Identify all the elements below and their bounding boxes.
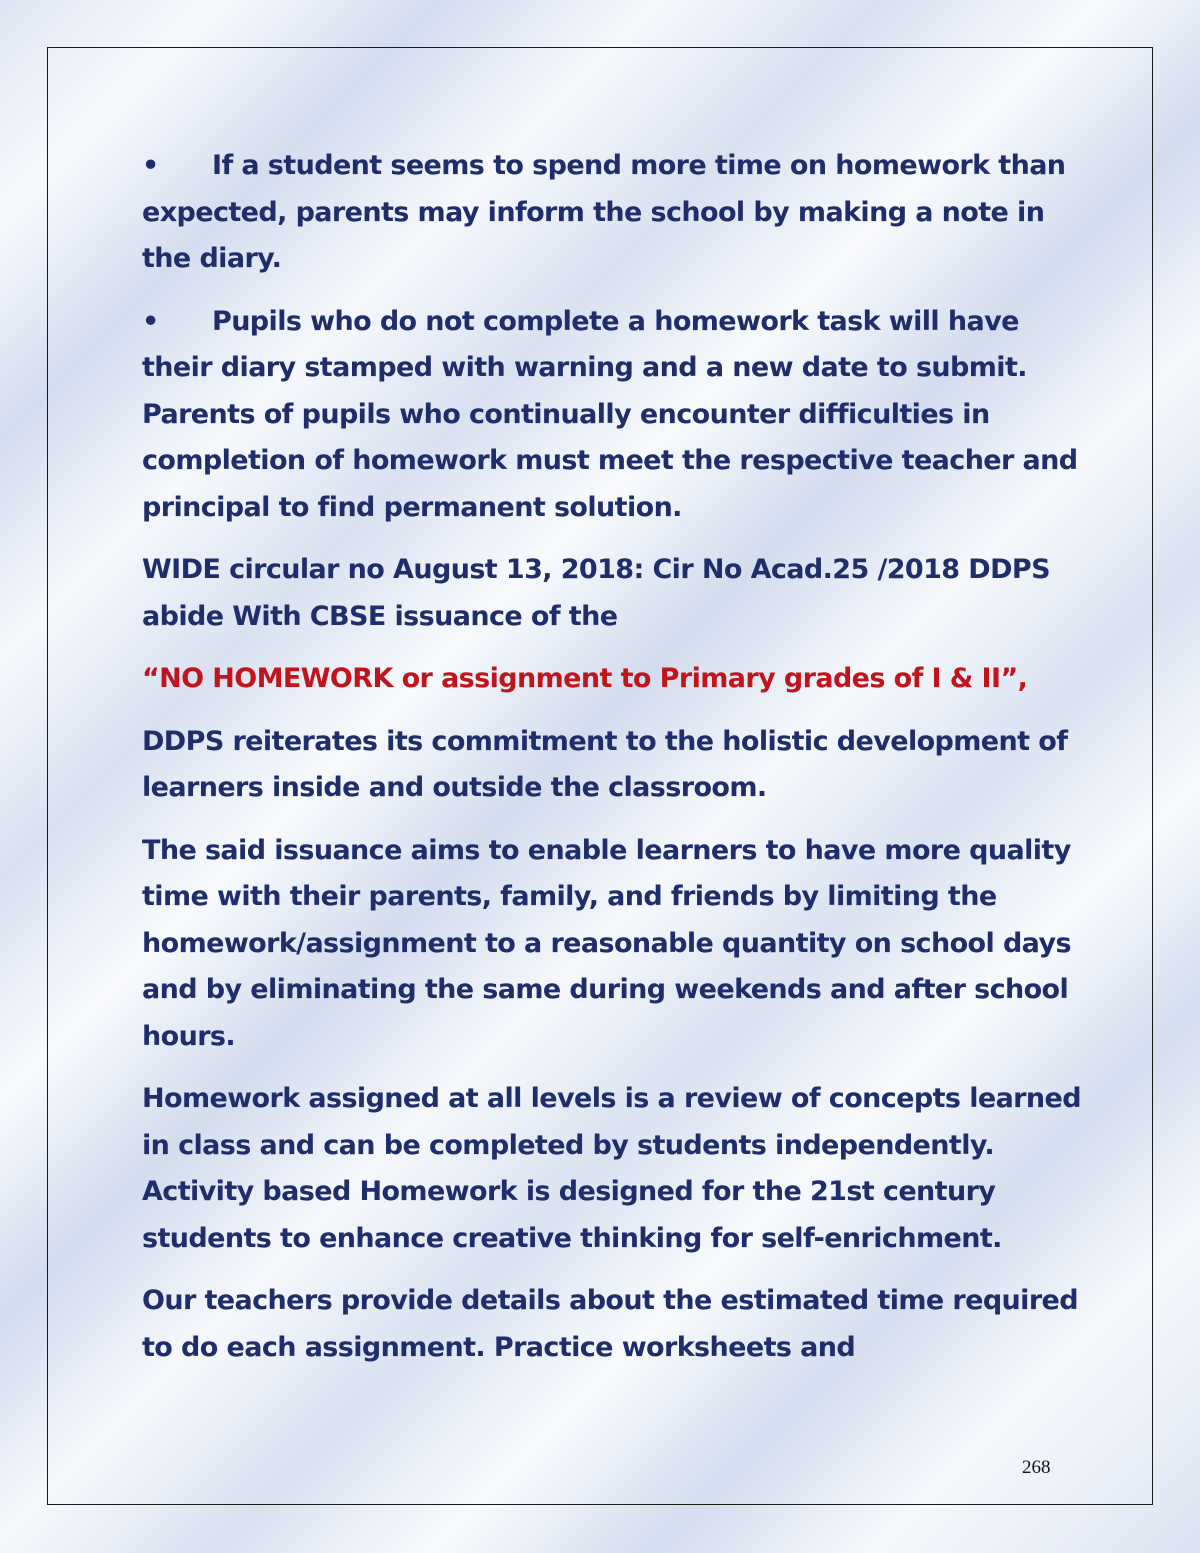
bullet-mark: • — [142, 305, 159, 337]
page-number: 268 — [1022, 1457, 1051, 1478]
teachers-paragraph: Our teachers provide details about the estimated time required to do each assignment. Practice worksheets and — [142, 1285, 1078, 1363]
document-body — [142, 143, 1082, 1387]
bullet-mark: • — [142, 150, 159, 181]
issuance-paragraph: The said issuance aims to enable learners to have more quality time with their parents, family, and friends by limiting the homework/assignment to a reasonable quantity on school days and by eliminating the same during weekends and after school hours. — [142, 834, 1071, 1052]
commitment-paragraph: DDPS reiterates its commitment to the holistic development of learners inside and outside the classroom. — [142, 725, 1068, 803]
bullet-text: If a student seems to spend more time on homework than expected, parents may inform the school by making a note in the diary. — [142, 150, 1066, 274]
bullet-paragraph-diary-note — [142, 143, 1082, 283]
bullet-text: Pupils who do not complete a homework task will have their diary stamped with warning and a new date to submit. Parents of pupils who continually encounter difficulties in completion of homework must meet the respective teacher and principal to find permanent solution. — [142, 305, 1078, 523]
homework-paragraph: Homework assigned at all levels is a review of concepts learned in class and can be completed by students independently. Activity based Homework is designed for the 21st century students to enhance creative thinking for self-enrichment. — [142, 1083, 1081, 1254]
circular-paragraph: WIDE circular no August 13, 2018: Cir No Acad.25 /2018 DDPS abide With CBSE issuance of the — [142, 554, 1050, 632]
bullet-paragraph-incomplete-homework — [142, 299, 1082, 532]
no-homework-highlight: “NO HOMEWORK or assignment to Primary grades of I & II”, — [142, 663, 1028, 694]
